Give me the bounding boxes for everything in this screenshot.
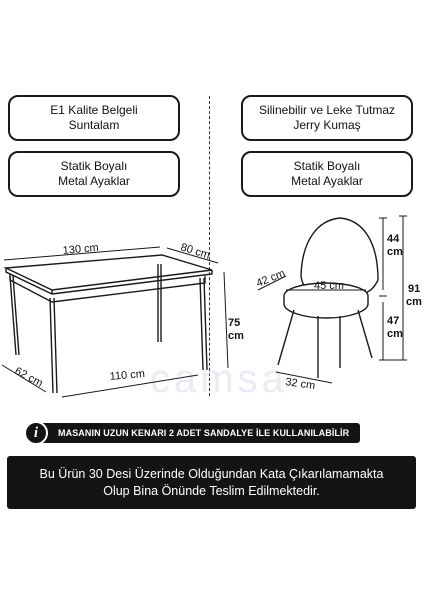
- table-width-label: 80 cm: [179, 241, 212, 262]
- chair-back-height-unit: cm: [387, 246, 403, 258]
- delivery-notice: Bu Ürün 30 Desi Üzerinde Olduğundan Kata Çıkarılamamakta Olup Bina Önünde Teslim Edilmektedir.: [7, 456, 416, 509]
- chair-total-height-value: 91: [408, 283, 421, 295]
- warning-bar: [30, 423, 360, 443]
- table-height-value: 75: [228, 317, 241, 329]
- chair-leg-height-unit: cm: [387, 328, 403, 340]
- chair-base-label: 32 cm: [284, 376, 316, 393]
- table-leg: [50, 298, 53, 393]
- product-dimension-drawing: [0, 210, 424, 410]
- table-top: [6, 255, 212, 290]
- chair-total-height-unit: cm: [406, 296, 422, 308]
- chair-leg-height-value: 47: [387, 315, 400, 327]
- table-leg: [10, 276, 16, 355]
- table-leg-depth-label: 62 cm: [12, 365, 45, 390]
- info-icon: i: [24, 421, 48, 445]
- feature-box-board-quality: E1 Kalite Belgeli Suntalam: [8, 95, 180, 141]
- warning-text: MASANIN UZUN KENARI 2 ADET SANDALYE İLE KULLANILABİLİR: [58, 428, 350, 438]
- feature-box-chair-legs: Statik Boyalı Metal Ayaklar: [241, 151, 413, 197]
- chair-back-height-value: 44: [387, 233, 400, 245]
- feature-box-table-legs: Statik Boyalı Metal Ayaklar: [8, 151, 180, 197]
- table-height-unit: cm: [228, 330, 244, 342]
- watermark-text: camsa: [150, 357, 288, 401]
- table-length-label: 130 cm: [62, 241, 100, 257]
- feature-box-fabric: Silinebilir ve Leke Tutmaz Jerry Kumaş: [241, 95, 413, 141]
- chair-seat-width-label: 45 cm: [314, 280, 344, 292]
- chair-illustration: [278, 218, 378, 378]
- chair-leg: [358, 310, 372, 358]
- table-leg-span-label: 110 cm: [109, 367, 146, 383]
- chair-seat-depth-label: 42 cm: [254, 267, 287, 290]
